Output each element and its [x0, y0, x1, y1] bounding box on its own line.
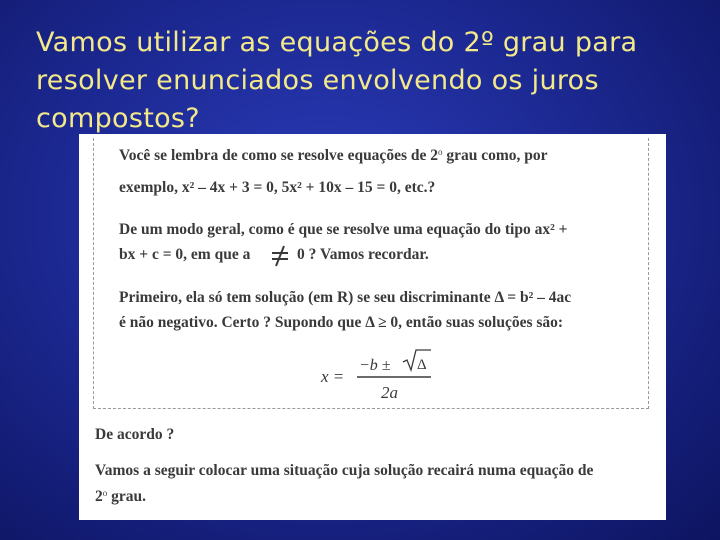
formula-lhs: x =: [321, 367, 345, 386]
not-equal-icon: [269, 243, 291, 269]
p1-text-a: Você se lembra de como se resolve equações de 2: [119, 147, 438, 164]
content-image-box: [79, 134, 666, 520]
formula-numerator: −b ±: [359, 357, 391, 374]
quadratic-formula: [319, 348, 439, 404]
p1-superscript: o: [437, 147, 443, 157]
title-line-1: Vamos utilizar as equações do 2º grau para: [36, 27, 638, 58]
paragraph-5-line-1: Vamos a seguir colocar uma situação cuja solução recairá numa equação de: [95, 462, 594, 479]
title-line-3: compostos?: [36, 103, 200, 134]
title-line-2: resolver enunciados envolvendo os juros: [36, 65, 599, 96]
formula-denominator: 2a: [381, 383, 398, 402]
p5-num: 2: [95, 488, 103, 505]
paragraph-1-line-2: exemplo, x² – 4x + 3 = 0, 5x² + 10x – 15 = 0, etc.?: [119, 179, 436, 196]
paragraph-5-line-2: [95, 488, 146, 506]
paragraph-2-line-2a: bx + c = 0, em que a: [119, 246, 251, 263]
p1-text-b: grau como, por: [442, 147, 548, 164]
paragraph-2-line-2b: 0 ? Vamos recordar.: [297, 246, 429, 263]
p5-superscript: o: [102, 488, 108, 498]
paragraph-4: De acordo ?: [95, 426, 175, 443]
formula-radicand: Δ: [417, 357, 427, 373]
paragraph-3-line-2: é não negativo. Certo ? Supondo que Δ ≥ 0, então suas soluções são:: [119, 314, 564, 331]
slide-title: [36, 24, 696, 138]
paragraph-1-line-1: [119, 147, 548, 165]
paragraph-3-line-1: Primeiro, ela só tem solução (em R) se seu discriminante Δ = b² – 4ac: [119, 289, 572, 306]
p5-text-end: grau.: [107, 488, 146, 505]
paragraph-2-line-1: De um modo geral, como é que se resolve uma equação do tipo ax² +: [119, 221, 568, 238]
